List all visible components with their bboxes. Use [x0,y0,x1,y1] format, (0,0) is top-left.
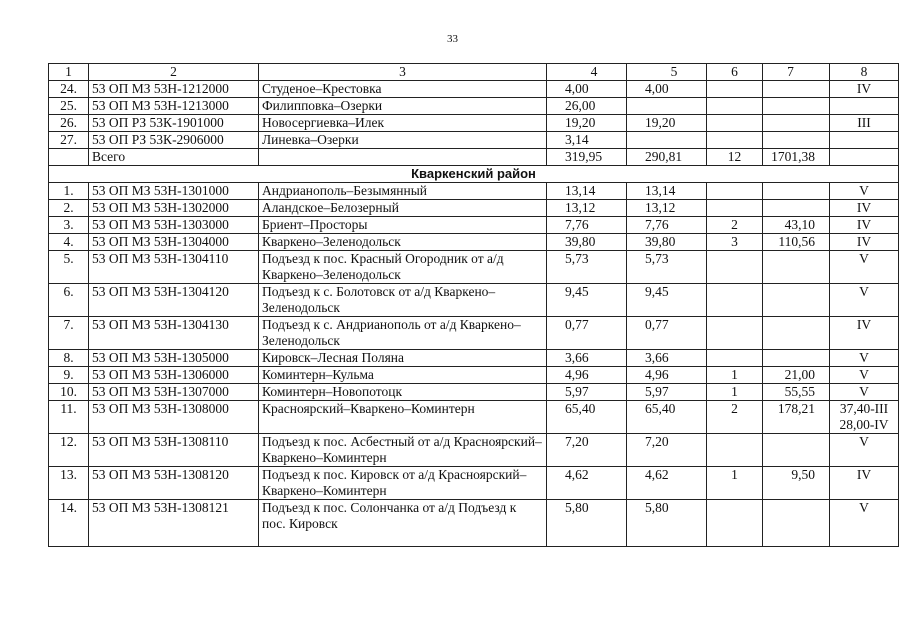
length-total: 13,14 [547,183,627,200]
table-row [49,81,899,98]
road-name: Подъезд к пос. Кировск от а/д Красноярский–Кваркено–Коминтерн [259,467,547,500]
bridges-length [763,500,830,547]
road-category: V [830,350,899,367]
row-number: 2. [49,200,89,217]
road-category: V [830,434,899,467]
road-category: IV [830,217,899,234]
length-paved: 4,62 [627,467,707,500]
table-row [49,367,899,384]
length-total: 3,14 [547,132,627,149]
length-paved: 4,00 [627,81,707,98]
row-number: 14. [49,500,89,547]
total-category [830,149,899,166]
bridges-length [763,350,830,367]
length-total: 5,97 [547,384,627,401]
road-category: III [830,115,899,132]
road-category [830,132,899,149]
bridges-count [707,251,763,284]
length-paved: 5,80 [627,500,707,547]
road-category: IV [830,317,899,350]
road-name: Красноярский–Кваркено–Коминтерн [259,401,547,434]
road-code: 53 ОП РЗ 53К-2906000 [89,132,259,149]
length-total: 65,40 [547,401,627,434]
length-total: 4,96 [547,367,627,384]
total-paved: 290,81 [627,149,707,166]
table-row [49,115,899,132]
column-header: 7 [763,64,830,81]
road-name: Подъезд к пос. Красный Огородник от а/д Кваркено–Зеленодольск [259,251,547,284]
road-name: Коминтерн–Кульма [259,367,547,384]
road-code: 53 ОП МЗ 53Н-1304110 [89,251,259,284]
road-category: V [830,500,899,547]
table-row [49,251,899,284]
total-label: Всего [89,149,259,166]
table-row [49,317,899,350]
road-name: Андрианополь–Безымянный [259,183,547,200]
length-paved: 13,14 [627,183,707,200]
length-total: 7,20 [547,434,627,467]
bridges-count [707,200,763,217]
road-code: 53 ОП МЗ 53Н-1303000 [89,217,259,234]
table-row [49,434,899,467]
total-empty-cell [259,149,547,166]
section-title: Кваркенский район [49,166,899,183]
bridges-length [763,284,830,317]
column-header: 6 [707,64,763,81]
length-total: 5,73 [547,251,627,284]
bridges-count [707,132,763,149]
road-category: IV [830,81,899,98]
row-number: 24. [49,81,89,98]
bridges-count [707,81,763,98]
bridges-length: 43,10 [763,217,830,234]
row-number: 26. [49,115,89,132]
road-code: 53 ОП МЗ 53Н-1302000 [89,200,259,217]
table-row [49,98,899,115]
row-number: 27. [49,132,89,149]
bridges-length: 178,21 [763,401,830,434]
column-header: 8 [830,64,899,81]
bridges-length [763,434,830,467]
bridges-count [707,183,763,200]
road-name: Подъезд к пос. Асбестный от а/д Красноярский–Кваркено–Коминтерн [259,434,547,467]
road-code: 53 ОП МЗ 53Н-1307000 [89,384,259,401]
table-header-row [49,64,899,81]
road-name: Аландское–Белозерный [259,200,547,217]
table-row [49,500,899,547]
bridges-count [707,500,763,547]
row-number: 7. [49,317,89,350]
road-code: 53 ОП РЗ 53К-1901000 [89,115,259,132]
road-name: Коминтерн–Новопотоцк [259,384,547,401]
length-paved: 9,45 [627,284,707,317]
table-row [49,132,899,149]
table-row [49,234,899,251]
length-paved: 39,80 [627,234,707,251]
road-name: Филипповка–Озерки [259,98,547,115]
road-category: V [830,284,899,317]
length-paved: 5,73 [627,251,707,284]
road-category: V [830,367,899,384]
length-paved: 5,97 [627,384,707,401]
bridges-count [707,98,763,115]
road-name: Подъезд к пос. Солончанка от а/д Подъезд к пос. Кировск [259,500,547,547]
bridges-length [763,317,830,350]
roads-table [48,63,899,547]
total-bridges-length: 1701,38 [763,149,830,166]
bridges-count: 1 [707,384,763,401]
road-code: 53 ОП МЗ 53Н-1308110 [89,434,259,467]
length-paved: 65,40 [627,401,707,434]
row-number: 10. [49,384,89,401]
row-number: 13. [49,467,89,500]
bridges-count: 1 [707,467,763,500]
column-header: 5 [627,64,707,81]
row-number: 8. [49,350,89,367]
bridges-length [763,200,830,217]
page-number: 33 [447,33,458,45]
road-code: 53 ОП МЗ 53Н-1308120 [89,467,259,500]
row-number: 6. [49,284,89,317]
length-paved: 3,66 [627,350,707,367]
length-paved: 13,12 [627,200,707,217]
road-category: V [830,384,899,401]
bridges-length [763,81,830,98]
bridges-length [763,251,830,284]
road-name: Бриент–Просторы [259,217,547,234]
road-code: 53 ОП МЗ 53Н-1308121 [89,500,259,547]
length-total: 26,00 [547,98,627,115]
length-paved: 0,77 [627,317,707,350]
road-name: Новосергиевка–Илек [259,115,547,132]
bridges-count: 3 [707,234,763,251]
total-bridges-count: 12 [707,149,763,166]
bridges-length: 55,55 [763,384,830,401]
column-header: 4 [547,64,627,81]
length-paved: 7,76 [627,217,707,234]
road-code: 53 ОП МЗ 53Н-1306000 [89,367,259,384]
length-total: 9,45 [547,284,627,317]
total-length: 319,95 [547,149,627,166]
bridges-length: 9,50 [763,467,830,500]
road-code: 53 ОП МЗ 53Н-1301000 [89,183,259,200]
bridges-count [707,284,763,317]
row-number: 25. [49,98,89,115]
road-name: Линевка–Озерки [259,132,547,149]
road-category [830,98,899,115]
road-category: V [830,251,899,284]
length-paved [627,132,707,149]
table-row [49,284,899,317]
length-paved: 4,96 [627,367,707,384]
road-name: Подъезд к с. Андрианополь от а/д Кваркено–Зеленодольск [259,317,547,350]
length-total: 7,76 [547,217,627,234]
table-row [49,183,899,200]
length-total: 4,00 [547,81,627,98]
road-code: 53 ОП МЗ 53Н-1304000 [89,234,259,251]
road-code: 53 ОП МЗ 53Н-1213000 [89,98,259,115]
bridges-count [707,317,763,350]
row-number: 3. [49,217,89,234]
length-paved: 7,20 [627,434,707,467]
road-code: 53 ОП МЗ 53Н-1304130 [89,317,259,350]
bridges-length [763,115,830,132]
road-code: 53 ОП МЗ 53Н-1305000 [89,350,259,367]
road-category: IV [830,467,899,500]
road-code: 53 ОП МЗ 53Н-1304120 [89,284,259,317]
column-header: 3 [259,64,547,81]
length-total: 13,12 [547,200,627,217]
bridges-length [763,132,830,149]
road-category: IV [830,234,899,251]
bridges-count [707,350,763,367]
table-row [49,350,899,367]
row-number: 12. [49,434,89,467]
total-row [49,149,899,166]
section-header-row [49,166,899,183]
bridges-length [763,98,830,115]
road-category: V [830,183,899,200]
length-paved: 19,20 [627,115,707,132]
road-code: 53 ОП МЗ 53Н-1308000 [89,401,259,434]
row-number: 5. [49,251,89,284]
table-row [49,200,899,217]
table-row [49,217,899,234]
table-row [49,384,899,401]
column-header: 1 [49,64,89,81]
table-row [49,467,899,500]
length-total: 5,80 [547,500,627,547]
bridges-count: 2 [707,401,763,434]
length-total: 19,20 [547,115,627,132]
row-number: 9. [49,367,89,384]
road-name: Студеное–Крестовка [259,81,547,98]
bridges-count [707,434,763,467]
length-paved [627,98,707,115]
row-number: 1. [49,183,89,200]
road-name: Подъезд к с. Болотовск от а/д Кваркено–Зеленодольск [259,284,547,317]
bridges-length: 21,00 [763,367,830,384]
road-category: 37,40-III 28,00-IV [830,401,899,434]
length-total: 39,80 [547,234,627,251]
table-row [49,401,899,434]
road-name: Кваркено–Зеленодольск [259,234,547,251]
road-category: IV [830,200,899,217]
bridges-count: 1 [707,367,763,384]
road-name: Кировск–Лесная Поляна [259,350,547,367]
bridges-length [763,183,830,200]
row-number: 4. [49,234,89,251]
bridges-count [707,115,763,132]
length-total: 3,66 [547,350,627,367]
row-number: 11. [49,401,89,434]
bridges-count: 2 [707,217,763,234]
column-header: 2 [89,64,259,81]
length-total: 0,77 [547,317,627,350]
bridges-length: 110,56 [763,234,830,251]
road-code: 53 ОП МЗ 53Н-1212000 [89,81,259,98]
total-empty-cell [49,149,89,166]
length-total: 4,62 [547,467,627,500]
